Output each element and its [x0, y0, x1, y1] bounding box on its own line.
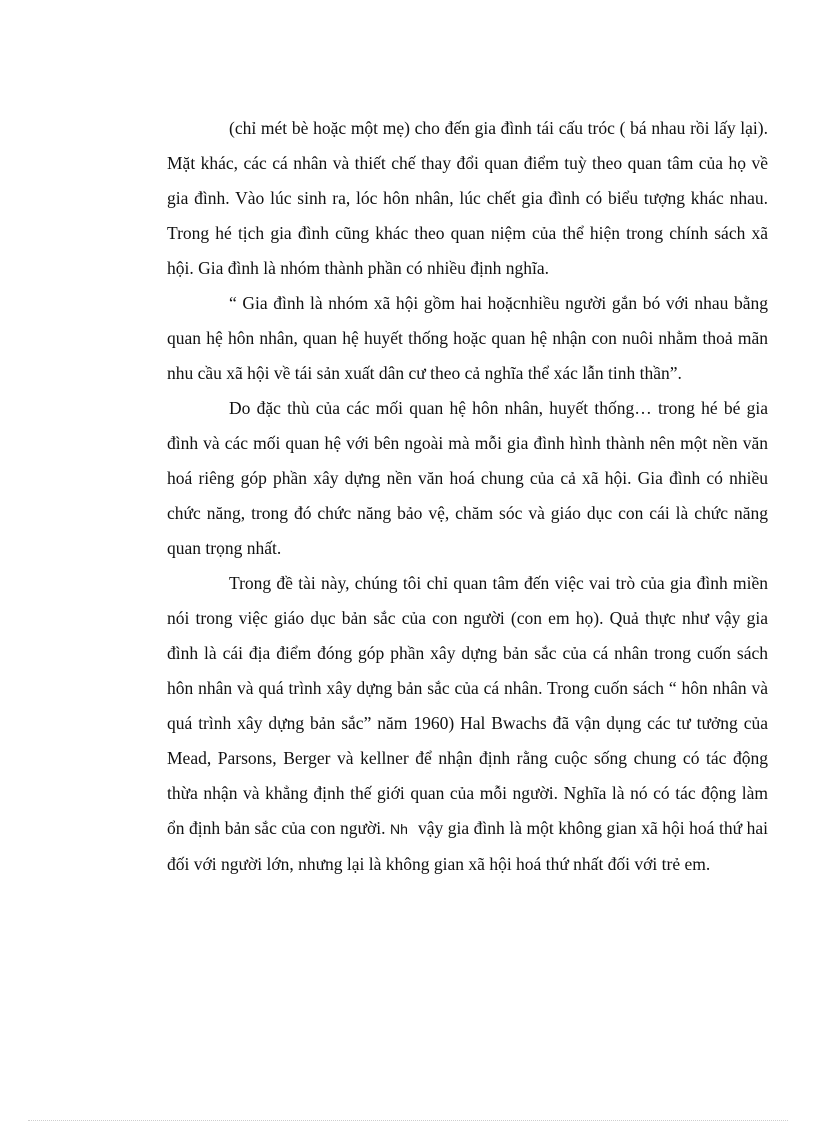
paragraph-4-nh-fragment: Nh [390, 821, 408, 837]
paragraph-1: (chỉ mét bè hoặc một mẹ) cho đến gia đình tái cấu tróc ( bá nhau rồi lấy lại). Mặt khác, các cá nhân và thiết chế thay đổi quan điểm tuỳ theo quan tâm của họ về gia đình. Vào lúc sinh ra, lóc hôn nhân, lúc chết gia đình có biểu tượng khác nhau. Trong hé tịch gia đình cũng khác theo quan niệm của thể hiện trong chính sách xã hội. Gia đình là nhóm thành phần có nhiều định nghĩa. [167, 118, 768, 278]
paragraph-4 [167, 566, 768, 882]
paragraph-4-text-before: Trong đề tài này, chúng tôi chỉ quan tâm đến việc vai trò của gia đình miền nói trong việc giáo dục bản sắc của con người (con em họ). Quả thực như vậy gia đình là cái địa điểm đóng góp phần xây dựng bản sắc của cá nhân trong cuốn sách hôn nhân và quá trình xây dựng bản sắc của cá nhân. Trong cuốn sách “ hôn nhân và quá trình xây dựng bản sắc” năm 1960) Hal Bwachs đã vận dụng các tư tưởng của Mead, Parsons, Berger và kellner để nhận định rằng cuộc sống chung có tác động thừa nhận và khẳng định thế giới quan của mỗi người. Nghĩa là nó có tác động làm ổn định bản sắc của con người. [167, 573, 768, 838]
paragraph-3: Do đặc thù của các mối quan hệ hôn nhân, huyết thống… trong hé bé gia đình và các mối quan hệ với bên ngoài mà mỗi gia đình hình thành nên một nền văn hoá riêng góp phần xây dựng nền văn hoá chung của cả xã hội. Gia đình có nhiều chức năng, trong đó chức năng bảo vệ, chăm sóc và giáo dục con cái là chức năng quan trọng nhất. [167, 398, 768, 558]
document-body [167, 111, 768, 882]
paragraph-2-quote: “ Gia đình là nhóm xã hội gồm hai hoặcnhiều người gắn bó với nhau bằng quan hệ hôn nhân, quan hệ huyết thống hoặc quan hệ nhận con nuôi nhằm thoả mãn nhu cầu xã hội về tái sản xuất dân cư theo cả nghĩa thể xác lẫn tinh thần”. [167, 293, 768, 383]
page-bottom-dotted-rule [28, 1120, 788, 1121]
paragraph-4-text-after: vậy gia đình là một không gian xã hội hoá thứ hai đối với người lớn, nhưng lại là không gian xã hội hoá thứ nhất đối với trẻ em. [167, 818, 768, 874]
